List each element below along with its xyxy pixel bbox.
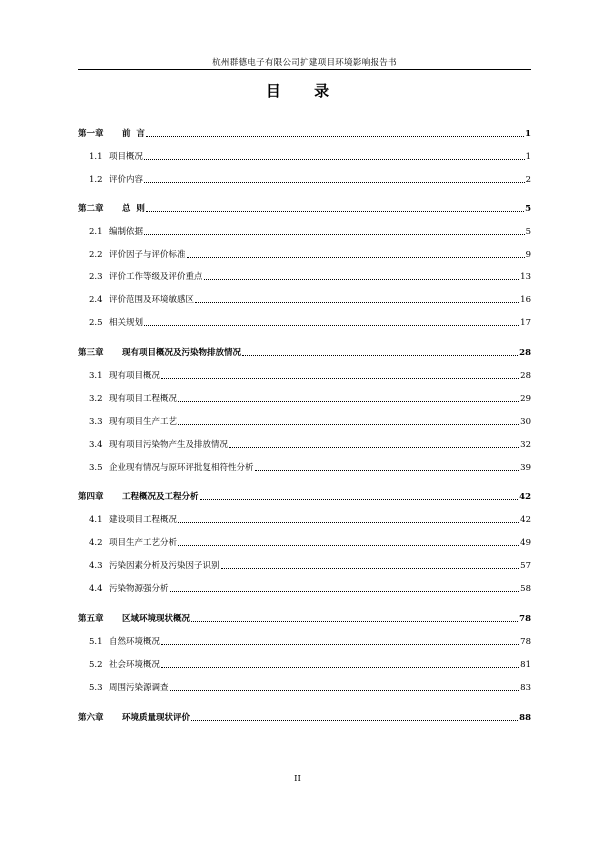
toc-entry-title: 自然环境概况 <box>109 637 161 647</box>
toc-entry-title: 污染因素分析及污染因子识别 <box>109 561 220 571</box>
dot-leader <box>187 257 525 258</box>
toc-section-entry[interactable] <box>89 224 531 238</box>
toc-entry-number: 2.2 <box>89 250 103 260</box>
toc-entry-title: 社会环境概况 <box>109 660 161 670</box>
toc-entry-number: 1.1 <box>89 152 103 162</box>
dot-leader <box>170 591 520 592</box>
toc-entry-title: 现有项目污染物产生及排放情况 <box>109 440 229 450</box>
dot-leader <box>204 279 520 280</box>
toc-entry-number: 第三章 <box>78 348 104 358</box>
toc-chapter-entry[interactable] <box>78 201 531 215</box>
toc-section-entry[interactable] <box>89 460 531 474</box>
toc-entry-label <box>89 560 220 572</box>
toc-page-number: 17 <box>520 318 531 328</box>
dot-leader <box>191 720 518 721</box>
toc-page-number: 49 <box>520 538 531 548</box>
toc-page-number: 58 <box>520 584 531 594</box>
page-number: II <box>294 774 301 784</box>
page-title: 目 录 <box>265 82 344 100</box>
toc-entry-title: 总 则 <box>122 204 145 214</box>
toc-page-number: 13 <box>520 272 531 282</box>
toc-section-entry[interactable] <box>89 247 531 261</box>
toc-entry-label <box>78 128 145 140</box>
toc-section-entry[interactable] <box>89 657 531 671</box>
toc-entry-title: 现有项目概况 <box>109 371 161 381</box>
toc-entry-title: 区域环境现状概况 <box>122 614 191 624</box>
toc-entry-title: 现有项目工程概况 <box>109 394 178 404</box>
toc-entry-title: 评价范围及环境敏感区 <box>109 295 195 305</box>
toc-entry-number: 第六章 <box>78 713 104 723</box>
dot-leader <box>161 644 519 645</box>
toc-entry-title: 现有项目概况及污染物排放情况 <box>122 348 242 358</box>
dot-leader <box>178 545 519 546</box>
toc-entry-label <box>89 174 143 186</box>
toc-entry-number: 第一章 <box>78 129 104 139</box>
toc-chapter-entry[interactable] <box>78 345 531 359</box>
dot-leader <box>200 499 519 500</box>
toc-entry-title: 编制依据 <box>109 227 144 237</box>
toc-entry-title: 周围污染源调查 <box>109 683 169 693</box>
toc-page-number: 30 <box>520 417 531 427</box>
toc-entry-label <box>89 226 143 238</box>
toc-section-entry[interactable] <box>89 680 531 694</box>
toc-entry-label <box>78 613 190 625</box>
toc-entry-title: 评价因子与评价标准 <box>109 250 186 260</box>
toc-entry-number: 第四章 <box>78 492 104 502</box>
toc-page-number: 1 <box>525 129 531 139</box>
toc-entry-number: 5.3 <box>89 683 103 693</box>
toc-entry-title: 相关规划 <box>109 318 144 328</box>
toc-entry-number: 2.4 <box>89 295 103 305</box>
dot-leader <box>170 690 520 691</box>
toc-entry-number: 2.3 <box>89 272 103 282</box>
toc-entry-title: 污染物源强分析 <box>109 584 169 594</box>
toc-section-entry[interactable] <box>89 149 531 163</box>
dot-leader <box>144 234 525 235</box>
toc-entry-title: 工程概况及工程分析 <box>122 492 199 502</box>
toc-entry-number: 3.2 <box>89 394 103 404</box>
dot-leader <box>178 522 519 523</box>
toc-entry-number: 4.3 <box>89 561 103 571</box>
toc-entry-label <box>89 370 160 382</box>
toc-entry-number: 2.5 <box>89 318 103 328</box>
toc-page-number: 9 <box>525 250 531 260</box>
dot-leader <box>144 182 525 183</box>
dot-leader <box>229 447 519 448</box>
toc-page-number: 32 <box>520 440 531 450</box>
toc-entry-number: 第五章 <box>78 614 104 624</box>
toc-entry-title: 评价工作等级及评价重点 <box>109 272 203 282</box>
toc-entry-label <box>78 491 199 503</box>
toc-entry-number: 4.1 <box>89 515 103 525</box>
toc-entry-label <box>89 682 169 694</box>
toc-entry-label <box>89 462 254 474</box>
toc-entry-number: 4.4 <box>89 584 103 594</box>
toc-entry-label <box>89 393 177 405</box>
dot-leader <box>146 136 524 137</box>
toc-section-entry[interactable] <box>89 414 531 428</box>
toc-entry-label <box>89 659 160 671</box>
toc-entry-number: 4.2 <box>89 538 103 548</box>
toc-entry-title: 环境质量现状评价 <box>122 713 191 723</box>
toc-page-number: 88 <box>519 713 531 723</box>
toc-page-number: 5 <box>525 227 531 237</box>
dot-leader <box>191 621 518 622</box>
toc-entry-label <box>89 636 160 648</box>
toc-page-number: 78 <box>520 637 531 647</box>
dot-leader <box>161 378 519 379</box>
toc-entry-number: 3.3 <box>89 417 103 427</box>
toc-section-entry[interactable] <box>89 535 531 549</box>
toc-entry-label <box>89 537 177 549</box>
toc-page-number: 57 <box>520 561 531 571</box>
toc-page-number: 42 <box>519 492 531 502</box>
toc-chapter-entry[interactable] <box>78 489 531 503</box>
toc-section-entry[interactable] <box>89 437 531 451</box>
dot-leader <box>144 325 519 326</box>
toc-section-entry[interactable] <box>89 368 531 382</box>
dot-leader <box>242 355 518 356</box>
toc-entry-label <box>89 416 177 428</box>
toc-chapter-entry[interactable] <box>78 126 531 140</box>
toc-entry-label <box>78 203 145 215</box>
dot-leader <box>161 667 519 668</box>
toc-entry-title: 项目生产工艺分析 <box>109 538 178 548</box>
toc-entry-number: 1.2 <box>89 175 103 185</box>
toc-entry-label <box>78 347 241 359</box>
dot-leader <box>146 211 524 212</box>
toc-page-number: 28 <box>520 371 531 381</box>
toc-entry-title: 建设项目工程概况 <box>109 515 178 525</box>
toc-section-entry[interactable] <box>89 172 531 186</box>
dot-leader <box>221 568 520 569</box>
toc-entry-number: 第二章 <box>78 204 104 214</box>
toc-page-number: 2 <box>525 175 531 185</box>
dot-leader <box>255 470 520 471</box>
toc-entry-label <box>89 249 186 261</box>
toc-entry-label <box>89 583 169 595</box>
toc-entry-number: 5.2 <box>89 660 103 670</box>
toc-entry-title: 前 言 <box>122 129 145 139</box>
dot-leader <box>178 401 519 402</box>
toc-page-number: 78 <box>519 614 531 624</box>
toc-entry-label <box>89 439 228 451</box>
toc-entry-label <box>89 271 203 283</box>
toc-section-entry[interactable] <box>89 269 531 283</box>
toc-section-entry[interactable] <box>89 558 531 572</box>
toc-entry-title: 企业现有情况与原环评批复相符性分析 <box>109 463 254 473</box>
toc-entry-label <box>89 317 143 329</box>
toc-entry-number: 2.1 <box>89 227 103 237</box>
toc-chapter-entry[interactable] <box>78 611 531 625</box>
toc-page-number: 42 <box>520 515 531 525</box>
toc-section-entry[interactable] <box>89 512 531 526</box>
toc-entry-title: 项目概况 <box>109 152 144 162</box>
toc-section-entry[interactable] <box>89 581 531 595</box>
toc-section-entry[interactable] <box>89 315 531 329</box>
toc-page-number: 16 <box>520 295 531 305</box>
toc-page-number: 83 <box>520 683 531 693</box>
toc-entry-title: 现有项目生产工艺 <box>109 417 178 427</box>
header-rule <box>78 69 531 70</box>
toc-page-number: 39 <box>520 463 531 473</box>
dot-leader <box>178 424 519 425</box>
dot-leader <box>195 302 519 303</box>
toc-page-number: 29 <box>520 394 531 404</box>
toc-entry-number: 5.1 <box>89 637 103 647</box>
toc-section-entry[interactable] <box>89 391 531 405</box>
toc-entry-title: 评价内容 <box>109 175 144 185</box>
toc-entry-label <box>89 294 194 306</box>
toc-page-number: 5 <box>525 204 531 214</box>
toc-entry-label <box>78 712 190 724</box>
toc-section-entry[interactable] <box>89 292 531 306</box>
toc-entry-number: 3.1 <box>89 371 103 381</box>
dot-leader <box>144 159 525 160</box>
toc-entry-number: 3.5 <box>89 463 103 473</box>
toc-page-number: 28 <box>519 348 531 358</box>
toc-entry-label <box>89 151 143 163</box>
toc-entry-label <box>89 514 177 526</box>
toc-page-number: 81 <box>520 660 531 670</box>
toc-section-entry[interactable] <box>89 634 531 648</box>
running-header: 杭州群德电子有限公司扩建项目环境影响报告书 <box>212 58 397 68</box>
toc-page-number: 1 <box>525 152 531 162</box>
toc-entry-number: 3.4 <box>89 440 103 450</box>
toc-chapter-entry[interactable] <box>78 710 531 724</box>
